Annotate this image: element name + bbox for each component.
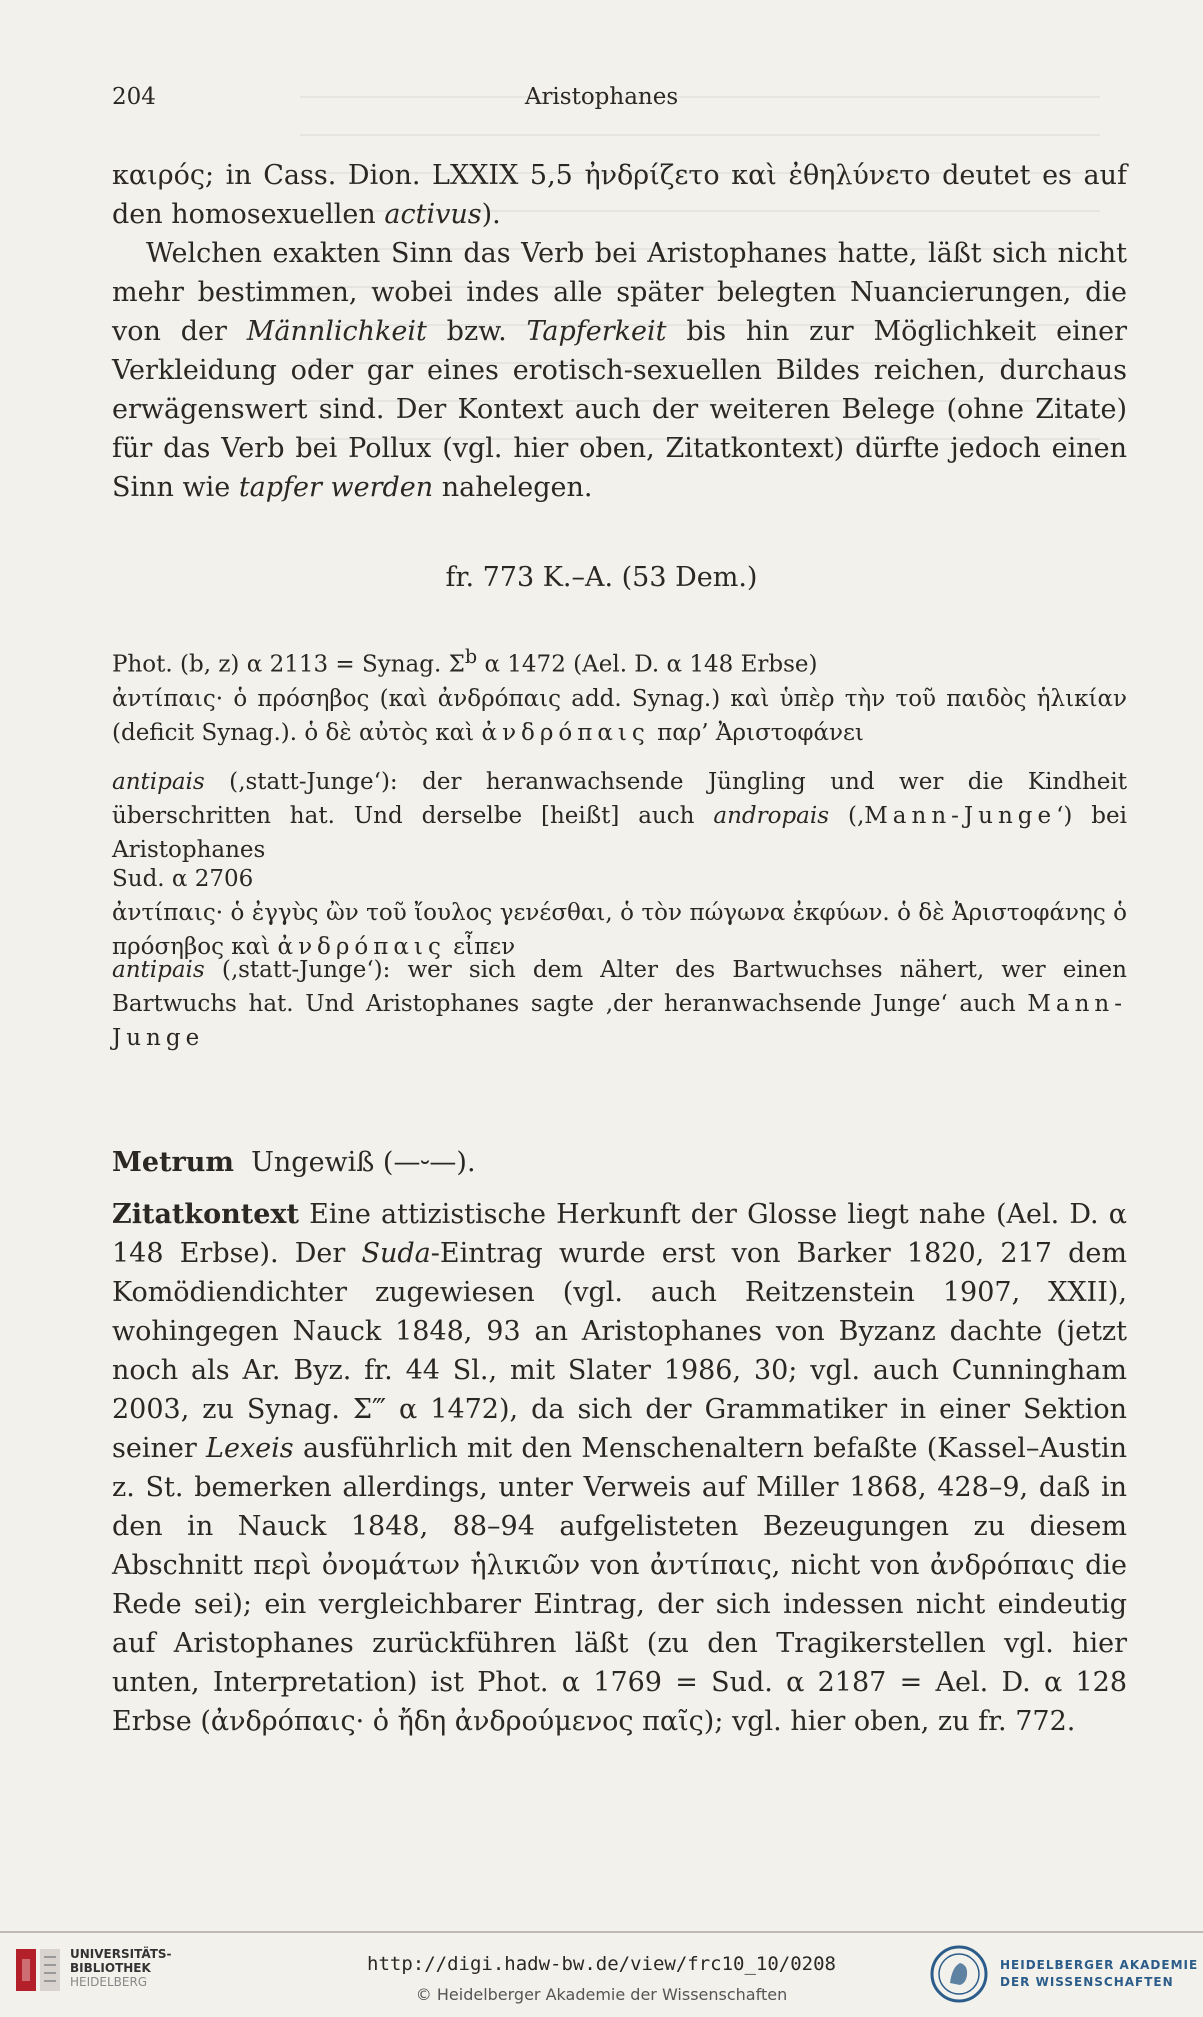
text-run: ). bbox=[481, 199, 501, 230]
page-header bbox=[112, 84, 1091, 118]
italic-term: Suda bbox=[361, 1238, 431, 1269]
italic-term: Lexeis bbox=[206, 1433, 294, 1464]
metrum-section bbox=[112, 1143, 1127, 1182]
text-run: ausführlich mit den Menschenaltern befaßte (Kassel–Austin z. St. bemerken allerdings, unter Verweis auf Miller 1868, 428–9, daß in den in Nauck 1848, 88–94 aufgelisteten Bezeugungen zu diesem Abschnitt περὶ ὀνομάτων ἡλικιῶν von ἀντίπαις, nicht von ἀνδρόπαις die Rede sei); ein vergleichbarer Eintrag, der sich indessen nicht eindeutig auf Aristophanes zurückführen läßt (zu den Tragikerstellen vgl. hier unten, Interpretation) ist Phot. α 1769 = Sud. α 2187 = Ael. D. α 128 Erbse (ἀνδρόπαις· ὁ ἤδη ἀνδρούμενος παῖς); vgl. hier oben, zu fr. 772. bbox=[112, 1433, 1128, 1737]
wordmark-line: UNIVERSITÄTS- bbox=[70, 1947, 172, 1961]
photius-translation bbox=[112, 765, 1127, 867]
text-run: Eine attizistische Herkunft der Glosse liegt nahe (Ael. D. α 148 Erbse). Der bbox=[112, 1199, 1127, 1269]
italic-term: tapfer werden bbox=[238, 472, 434, 503]
text-run: καιρός; in Cass. Dion. LXXIX 5,5 ἠνδρίζετο καὶ ἐθηλύνετο deutet es auf den homosexuellen bbox=[112, 160, 1127, 230]
superscript: b bbox=[464, 645, 478, 668]
spaced-word: ἀνδρόπαις bbox=[277, 934, 446, 960]
text-run: -Eintrag wurde erst von Barker 1820, 217 dem Komödiendichter zugewiesen (vgl. auch Reitzenstein 1907, XXII), wohingegen Nauck 1848, 93 an Aristophanes von Byzanz dachte (jetzt noch als Ar. Byz. fr. 44 Sl., mit Slater 1986, 30; vgl. auch Cunningham 2003, zu Synag. Σ‴ α 1472), da sich der Grammatiker in einer Sektion seiner bbox=[112, 1238, 1127, 1464]
wordmark-line: HEIDELBERGER AKADEMIE bbox=[1000, 1958, 1199, 1972]
source-line bbox=[112, 640, 1127, 682]
italic-term: Männlichkeit bbox=[246, 316, 427, 347]
spaced-word: Mann-Junge bbox=[864, 803, 1057, 829]
running-head: Aristophanes bbox=[524, 84, 679, 110]
source-line: Sud. α 2706 bbox=[112, 866, 254, 892]
academy-wordmark bbox=[1000, 1957, 1198, 1991]
italic-term: antipais bbox=[112, 957, 205, 983]
text-run: Phot. (b, z) α 2113 = Synag. Σ bbox=[112, 651, 465, 678]
digitization-footer bbox=[0, 1917, 1203, 2017]
wordmark-line: HEIDELBERG bbox=[70, 1975, 148, 1989]
page-number: 204 bbox=[112, 84, 156, 110]
metrum-text: Ungewiß (—⏑—). bbox=[251, 1147, 476, 1178]
text-run: ἀντίπαις· ὁ ἐγγὺς ὢν τοῦ ἴουλος γενέσθαι, ὁ τὸν πώγωνα ἐκφύων. ὁ δὲ Ἀριστοφάνης ὁ πρόσηβος καὶ bbox=[112, 900, 1127, 960]
italic-term: antipais bbox=[112, 769, 205, 795]
translation-text bbox=[112, 953, 1127, 1055]
text-run: Welchen exakten Sinn das Verb bei Aristophanes hatte, läßt sich nicht mehr bestimmen, wobei indes alle später belegten Nuancierungen, die von der bbox=[112, 238, 1127, 347]
fragment-title: fr. 773 K.–A. (53 Dem.) bbox=[445, 562, 758, 593]
italic-term: Tapferkeit bbox=[526, 316, 667, 347]
paragraph-1 bbox=[112, 156, 1127, 234]
academy-seal-logo bbox=[930, 1945, 988, 2003]
suda-source bbox=[112, 862, 1127, 964]
italic-term: activus bbox=[384, 199, 482, 230]
wordmark-line: BIBLIOTHEK bbox=[70, 1961, 151, 1975]
text-run: παρ’ Ἀριστοφάνει bbox=[649, 719, 864, 746]
section-label: Zitatkontext bbox=[112, 1199, 299, 1230]
text-run: nahelegen. bbox=[433, 472, 593, 503]
zitatkontext-section bbox=[112, 1195, 1127, 1741]
text-run: (‚statt-Junge‘): wer sich dem Alter des Bartwuchses nähert, wer einen Bartwuchs hat. Und Aristophanes sagte ‚der heranwachsende Junge‘ auch bbox=[112, 957, 1127, 1017]
text-run: bis hin zur Möglichkeit einer Verkleidung oder gar eines erotisch-sexuellen Bildes reichen, durchaus erwägenswert sind. Der Kontext auch der weiteren Belege (ohne Zitate) für das Verb bei Pollux (vgl. hier oben, Zitatkontext) dürfte jedoch einen Sinn wie bbox=[112, 316, 1127, 503]
permalink-url[interactable]: http://digi.hadw-bw.de/view/frc10_10/0208 bbox=[367, 1953, 836, 1975]
copyright-notice: © Heidelberger Akademie der Wissenschaften bbox=[415, 1985, 788, 2004]
footer-divider bbox=[0, 1931, 1203, 1933]
intro-paragraphs bbox=[112, 156, 1127, 507]
paragraph-2 bbox=[112, 234, 1127, 507]
text-run: ἀντίπαις· ὁ πρόσηβος (καὶ ἀνδρόπαις add. Synag.) καὶ ὑπὲρ τὴν τοῦ παιδὸς ἡλικίαν (deficit Synag.). ὁ δὲ αὐτὸς καὶ bbox=[112, 685, 1127, 746]
spaced-word: Mann-Junge bbox=[112, 991, 1127, 1051]
text-run: (‚ bbox=[829, 803, 865, 829]
translation-text bbox=[112, 765, 1127, 867]
section-label: Metrum bbox=[112, 1147, 234, 1178]
spaced-word: ἀνδρόπαις bbox=[481, 719, 650, 746]
suda-translation bbox=[112, 953, 1127, 1055]
italic-term: andropais bbox=[713, 803, 830, 829]
text-run: (‚statt-Junge‘): der heranwachsende Jüngling und wer die Kindheit überschritten hat. Und derselbe [heißt] auch bbox=[112, 769, 1127, 829]
text-run: εἶπεν bbox=[445, 934, 516, 960]
text-run: ‘) bei Aristophanes bbox=[112, 803, 1127, 863]
wordmark-line: DER WISSENSCHAFTEN bbox=[1000, 1975, 1174, 1989]
photius-source bbox=[112, 640, 1127, 750]
text-run: α 1472 (Ael. D. α 148 Erbse) bbox=[477, 651, 818, 678]
greek-text bbox=[112, 682, 1127, 750]
text-run: bzw. bbox=[426, 316, 527, 347]
